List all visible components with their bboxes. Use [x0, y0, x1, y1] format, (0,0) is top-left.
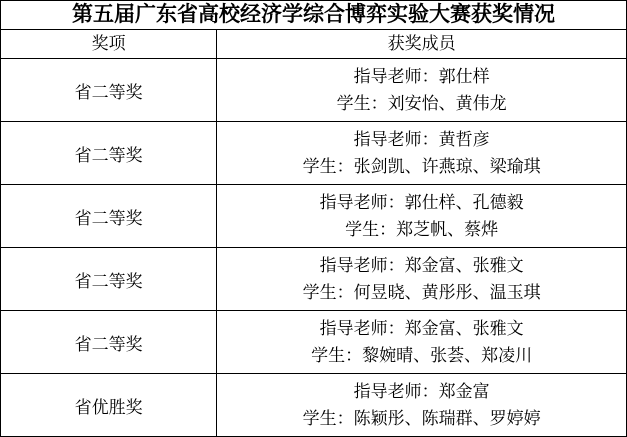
award-members	[217, 59, 627, 122]
award-members	[217, 311, 627, 374]
column-header-award: 奖项	[1, 30, 217, 59]
teacher-line: 指导老师：郑金富、张雅文	[319, 256, 524, 275]
table-row	[1, 122, 627, 185]
award-name: 省二等奖	[1, 122, 217, 185]
award-members	[217, 122, 627, 185]
award-name: 省二等奖	[1, 311, 217, 374]
students-line: 学生：郑芝帆、蔡烨	[345, 220, 499, 239]
award-name: 省优胜奖	[1, 374, 217, 437]
students-line: 学生：刘安怡、黄伟龙	[336, 94, 507, 113]
students-line: 学生：黎婉晴、张荟、郑凌川	[311, 346, 533, 365]
table-row	[1, 59, 627, 122]
page-title: 第五届广东省高校经济学综合博弈实验大赛获奖情况	[1, 1, 627, 30]
students-line: 学生：张剑凯、许燕琼、梁瑜琪	[302, 157, 541, 176]
award-name: 省二等奖	[1, 185, 217, 248]
table-title-row	[1, 1, 627, 30]
award-members	[217, 374, 627, 437]
students-line: 学生：何昱晓、黄彤彤、温玉琪	[302, 283, 541, 302]
teacher-line: 指导老师：郭仕样	[353, 67, 490, 86]
table-row	[1, 248, 627, 311]
award-members	[217, 248, 627, 311]
column-header-members: 获奖成员	[217, 30, 627, 59]
award-members	[217, 185, 627, 248]
teacher-line: 指导老师：黄哲彦	[353, 130, 490, 149]
teacher-line: 指导老师：郭仕样、孔德毅	[319, 193, 524, 212]
award-name: 省二等奖	[1, 248, 217, 311]
teacher-line: 指导老师：郑金富、张雅文	[319, 319, 524, 338]
students-line: 学生：陈颖彤、陈瑞群、罗婷婷	[302, 409, 541, 428]
table-row	[1, 374, 627, 437]
teacher-line: 指导老师：郑金富	[353, 382, 490, 401]
table-row	[1, 311, 627, 374]
table-row	[1, 185, 627, 248]
award-name: 省二等奖	[1, 59, 217, 122]
table-header-row	[1, 30, 627, 59]
